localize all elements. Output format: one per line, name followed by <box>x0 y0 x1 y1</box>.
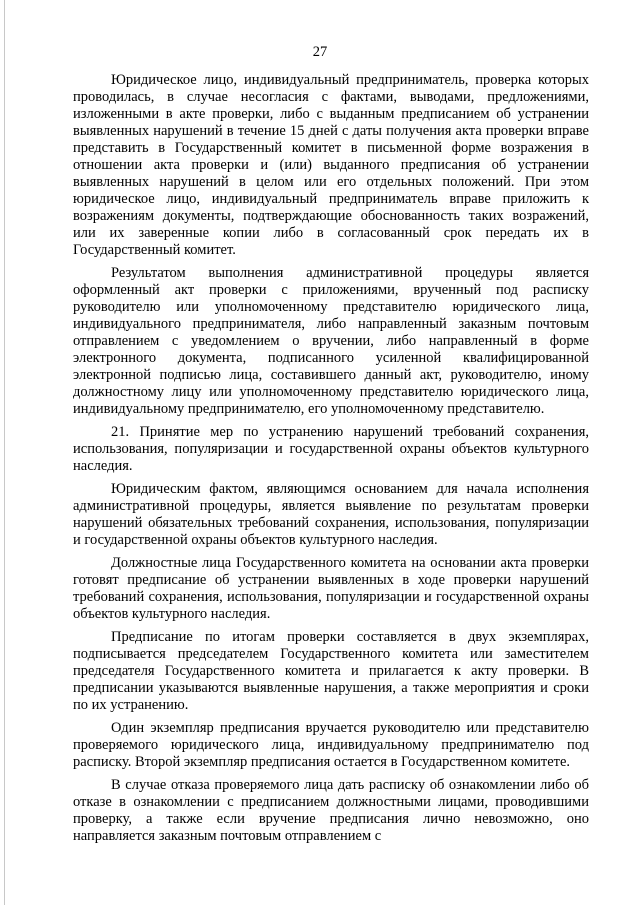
page-edge-line <box>4 0 5 905</box>
paragraph-officials-prepare: Должностные лица Государственного комитета на основании акта проверки готовят предписание об устранении выявленных в ходе проверки нарушений требований сохранения, использования, популяризации и государственной охраны объектов культурного наследия. <box>73 555 589 622</box>
paragraph-copy-delivery: Один экземпляр предписания вручается руководителю или представителю проверяемого юридического лица, индивидуальному предпринимателю под расписку. Второй экземпляр предписания остается в Государственном комитете. <box>73 720 589 770</box>
paragraph-refusal: В случае отказа проверяемого лица дать расписку об ознакомлении либо об отказе в ознакомлении с предписанием должностными лицами, проводившими проверку, а также если вручение предписания лично невозможно, оно направляется заказным почтовым отправлением с <box>73 777 589 844</box>
paragraph-legal-fact: Юридическим фактом, являющимся основанием для начала исполнения административной процедуры, является выявление по результатам проверки нарушений обязательных требований сохранения, использования, популяризации и государственной охраны объектов культурного наследия. <box>73 481 589 548</box>
page-number: 27 <box>312 44 328 60</box>
paragraph-procedure-result: Результатом выполнения административной процедуры является оформленный акт проверки с приложениями, врученный под расписку руководителю или уполномоченному представителю юридического лица, индивидуального предпринимателя, либо направленный заказным почтовым отправлением с уведомлением о вручении, либо направленный в форме электронного документа, подписанного усиленной квалифицированной электронной подписью лица, составившего данный акт, руководителю, иному должностному лицу или уполномоченному представителю юридического лица, индивидуальному предпринимателю, его уполномоченному представителю. <box>73 265 589 417</box>
paragraph-objections: Юридическое лицо, индивидуальный предприниматель, проверка которых проводилась, в случае несогласия с фактами, выводами, предложениями, изложенными в акте проверки, либо с выданным предписанием об устранении выявленных нарушений в течение 15 дней с даты получения акта проверки вправе представить в Государственный комитет в письменной форме возражения в отношении акта проверки и (или) выданного предписания об устранении выявленных нарушений в целом или его отдельных положений. При этом юридическое лицо, индивидуальный предприниматель вправе приложить к возражениям документы, подтверждающие обоснованность таких возражений, или их заверенные копии либо в согласованный срок передать их в Государственный комитет. <box>73 72 589 258</box>
paragraph-section-21: 21. Принятие мер по устранению нарушений требований сохранения, использования, популяризации и государственной охраны объектов культурного наследия. <box>73 424 589 474</box>
document-body <box>73 72 589 851</box>
paragraph-order-copies: Предписание по итогам проверки составляется в двух экземплярах, подписывается председателем Государственного комитета или заместителем председателя Государственного комитета и прилагается к акту проверки. В предписании указываются выявленные нарушения, а также мероприятия и сроки по их устранению. <box>73 629 589 713</box>
